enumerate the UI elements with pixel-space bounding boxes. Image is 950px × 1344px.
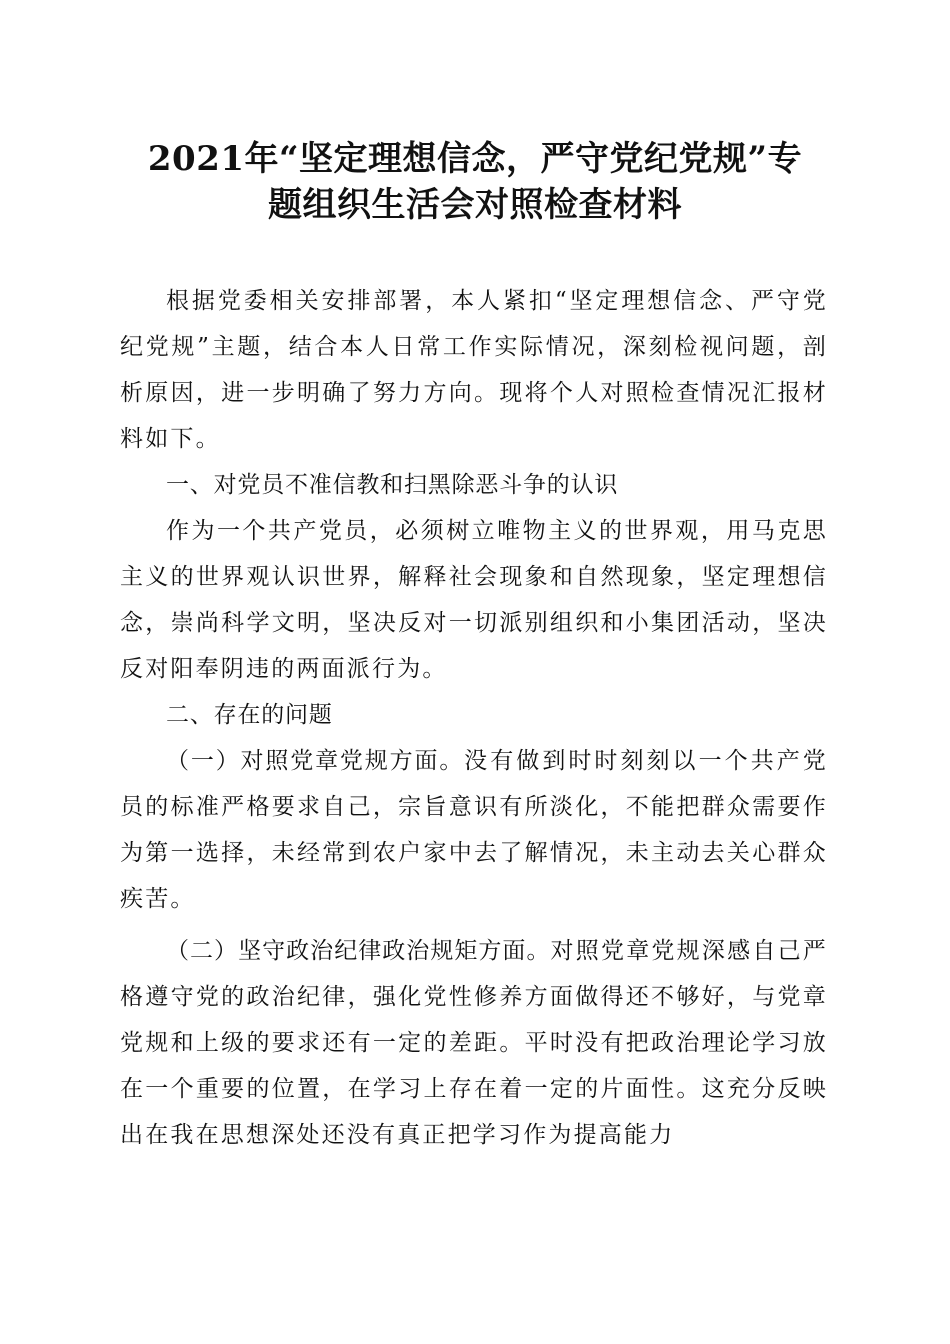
document-title xyxy=(100,136,850,228)
section-2-item-2-paragraph xyxy=(120,928,828,1158)
section-2-item-1-paragraph xyxy=(120,738,828,922)
section-1-paragraph: 作为一个共产党员，必须树立唯物主义的世界观，用马克思主义的世界观认识世界，解释社会现象和自然现象，坚定理想信念，崇尚科学文明，坚决反对一切派别组织和小集团活动，坚决反对阳奉阴违的两面派行为。 xyxy=(120,518,828,682)
intro-paragraph: 根据党委相关安排部署，本人紧扣“坚定理想信念、严守党纪党规”主题，结合本人日常工作实际情况，深刻检视问题，剖析原因，进一步明确了努力方向。现将个人对照检查情况汇报材料如下。 xyxy=(120,288,828,452)
title-line-1: 2021年“坚定理想信念，严守党纪党规”专 xyxy=(147,139,803,179)
document-body xyxy=(120,278,828,1158)
section-2-item-1-body: 没有做到时时刻刻以一个共产党员的标准严格要求自己，宗旨意识有所淡化，不能把群众需要作为第一选择，未经常到农户家中去了解情况，未主动去关心群众疾苦。 xyxy=(120,748,828,912)
section-2-item-2-body: 对照党章党规深感自己严格遵守党的政治纪律，强化党性修养方面做得还不够好，与党章党规和上级的要求还有一定的差距。平时没有把政治理论学习放在一个重要的位置，在学习上存在着一定的片面性。这充分反映出在我在思想深处还没有真正把学习作为提高能力 xyxy=(120,938,829,1148)
section-1-heading: 一、对党员不准信教和扫黑除恶斗争的认识 xyxy=(166,472,619,498)
section-2-item-2-lead: （二）坚守政治纪律政治规矩方面。 xyxy=(166,938,551,964)
section-2-item-1-lead: （一）对照党章党规方面。 xyxy=(166,748,465,774)
title-line-2: 题组织生活会对照检查材料 xyxy=(268,185,682,225)
section-2-heading: 二、存在的问题 xyxy=(166,702,333,728)
